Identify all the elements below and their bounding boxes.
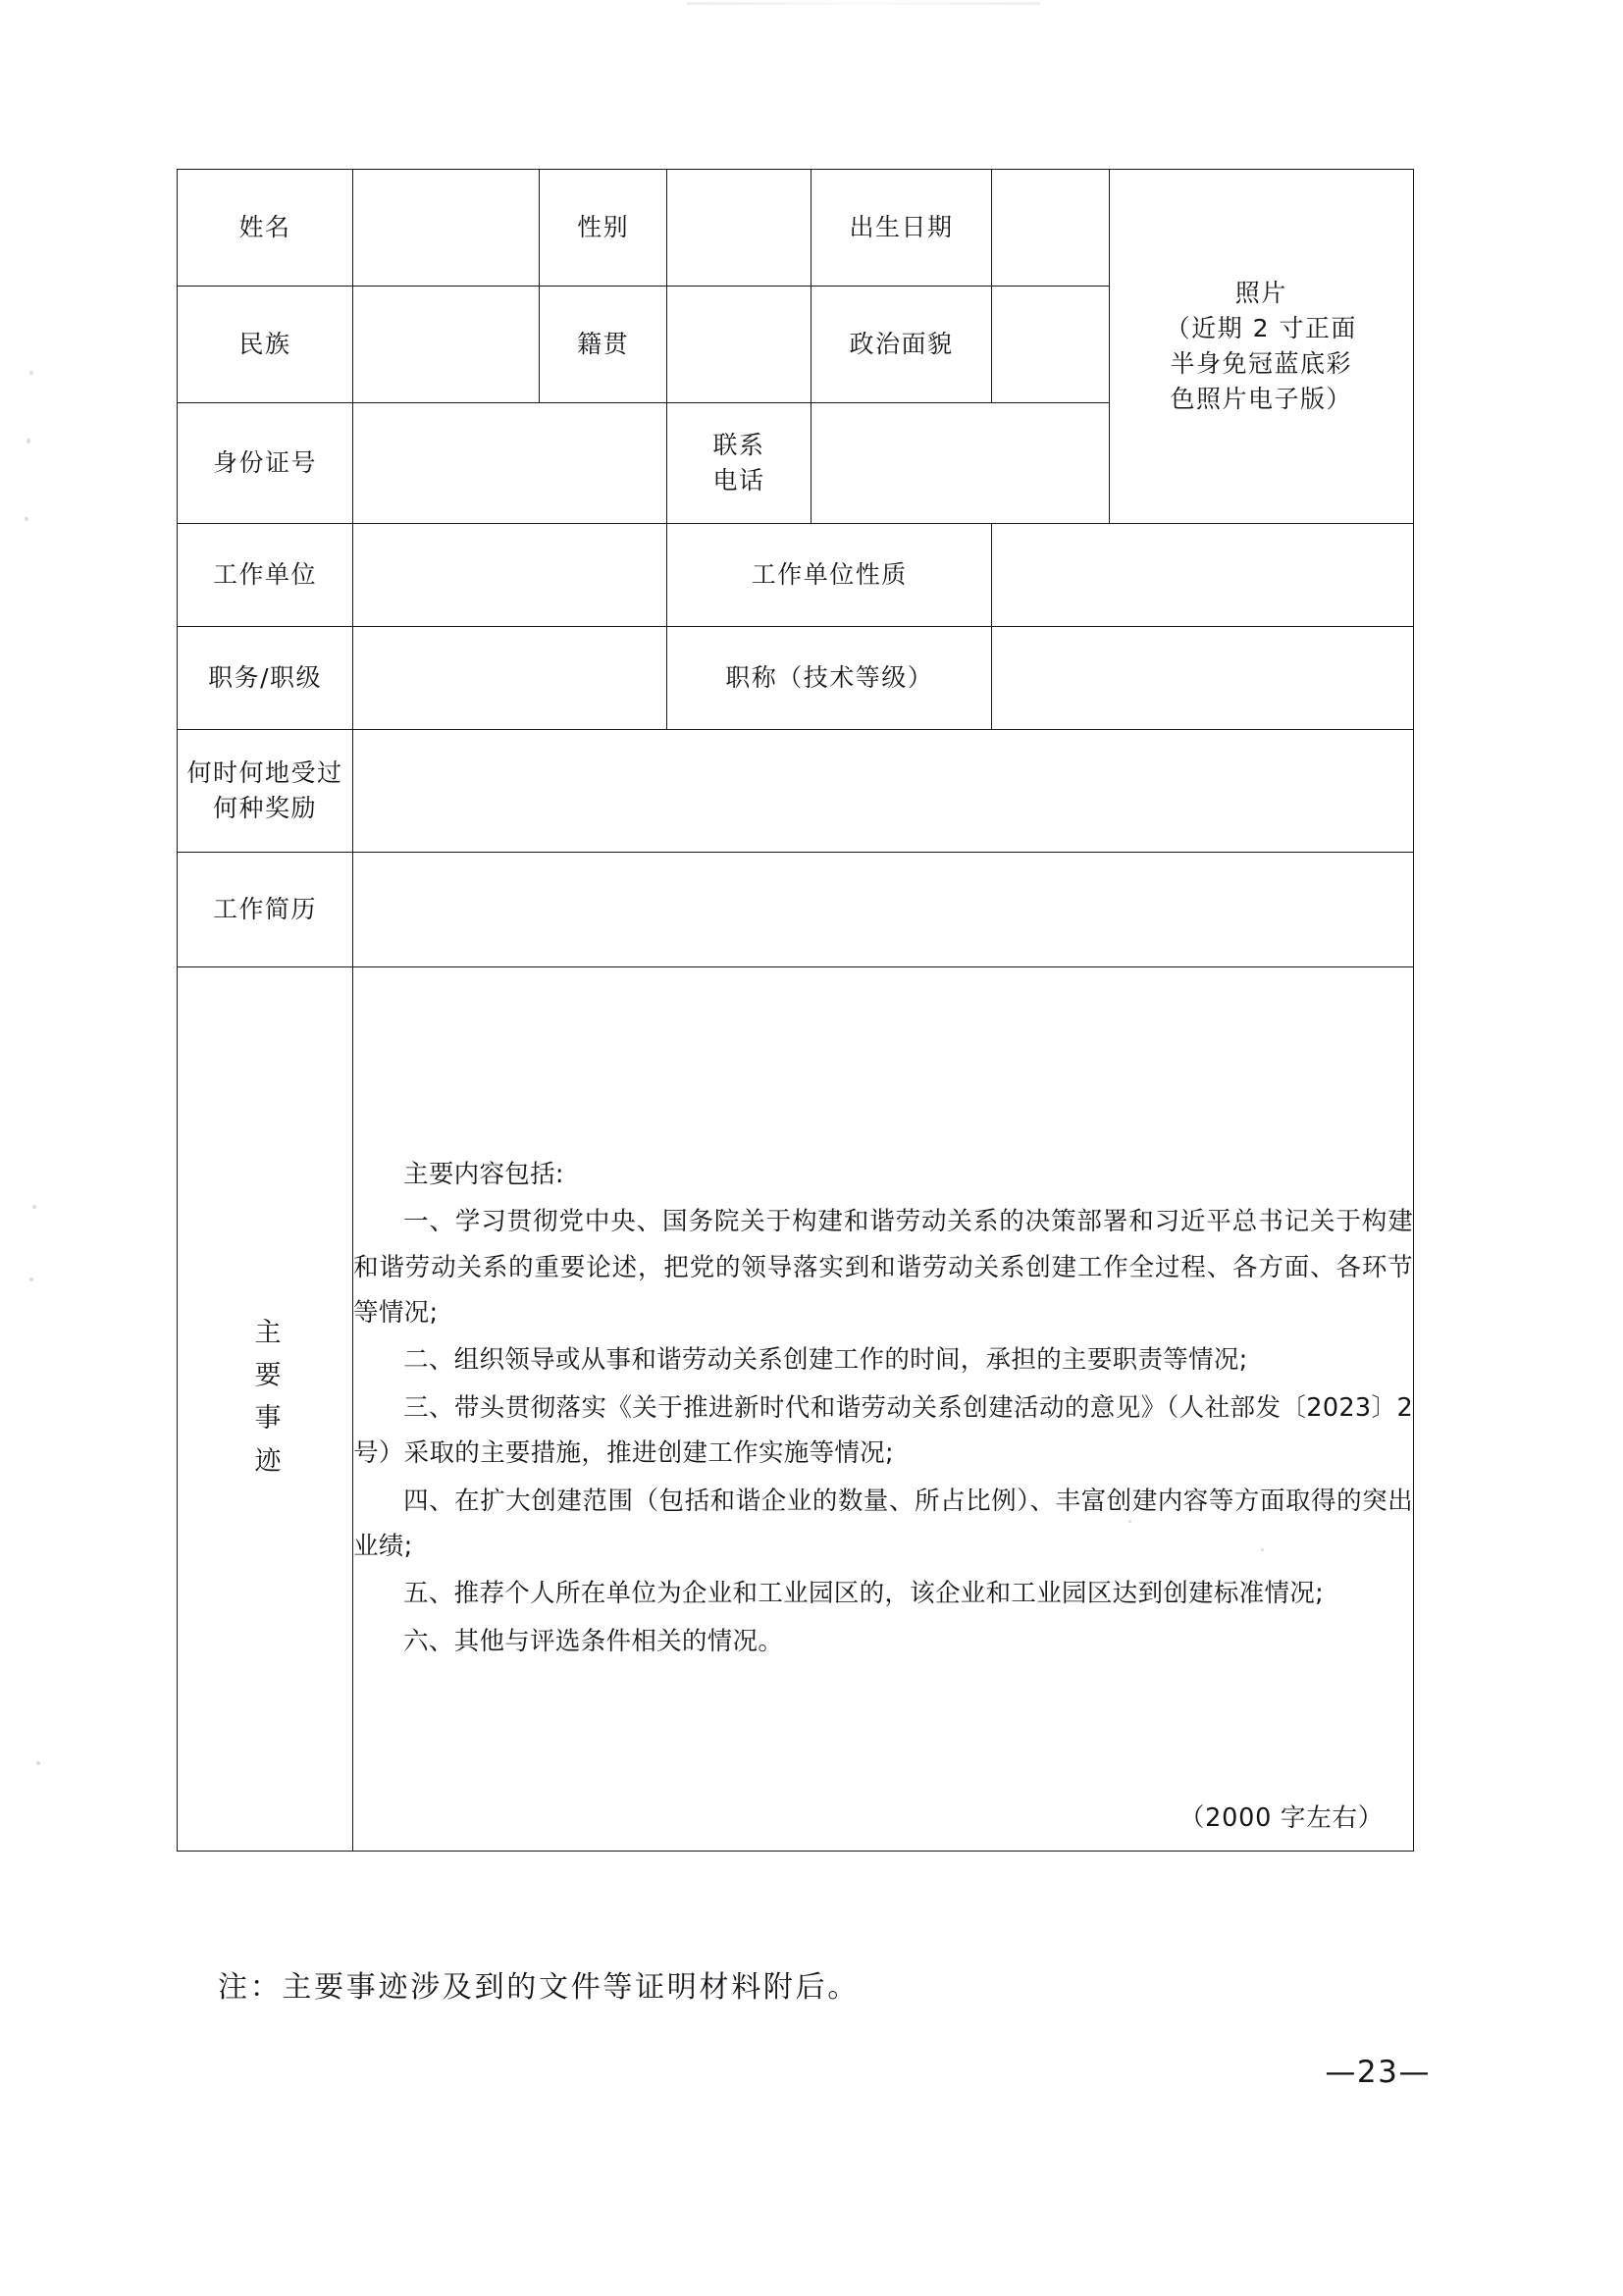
photo-spec-line-3: 色照片电子版）: [1170, 385, 1353, 414]
field-awards[interactable]: [353, 730, 1414, 853]
label-name: 姓名: [178, 170, 353, 287]
table-row-position: [178, 627, 1414, 730]
field-ethnicity[interactable]: [353, 287, 540, 403]
label-main-deeds: [178, 967, 353, 1852]
label-contact-phone-line-1: 联系: [712, 430, 765, 459]
photo-title: 照片: [1234, 278, 1287, 307]
label-work-resume: 工作简历: [178, 853, 353, 967]
table-row-name: [178, 170, 1414, 287]
table-row-workplace: [178, 524, 1414, 627]
scan-speck: [29, 1278, 33, 1281]
scan-speck: [29, 371, 33, 375]
label-contact-phone-line-2: 电话: [712, 466, 765, 495]
photo-placeholder-cell[interactable]: [1109, 170, 1413, 524]
label-workplace: 工作单位: [178, 524, 353, 627]
scan-speck: [25, 517, 28, 521]
page-number: —23—: [1325, 2055, 1431, 2090]
label-native-place: 籍贯: [539, 287, 666, 403]
scan-artifact-top: [687, 2, 1040, 5]
field-id-number[interactable]: [353, 403, 667, 524]
field-position-rank[interactable]: [353, 627, 667, 730]
field-workplace-type[interactable]: [992, 524, 1414, 627]
scan-speck: [32, 1205, 36, 1209]
field-name[interactable]: [353, 170, 540, 287]
field-contact-phone[interactable]: [811, 403, 1109, 524]
deeds-item-2: 二、组织领导或从事和谐劳动关系创建工作的时间，承担的主要职责等情况;: [403, 1345, 1248, 1376]
field-workplace[interactable]: [353, 524, 667, 627]
deeds-intro: 主要内容包括:: [403, 1159, 564, 1189]
deeds-item-4: 四、在扩大创建范围（包括和谐企业的数量、所占比例）、丰富创建内容等方面取得的突出业绩;: [353, 1486, 1413, 1562]
label-birth-date: 出生日期: [811, 170, 991, 287]
label-contact-phone: [667, 403, 812, 524]
deeds-item-6: 六、其他与评选条件相关的情况。: [403, 1626, 784, 1656]
field-birth-date[interactable]: [992, 170, 1109, 287]
label-workplace-type: 工作单位性质: [667, 524, 992, 627]
label-political-status: 政治面貌: [811, 287, 991, 403]
field-native-place[interactable]: [667, 287, 812, 403]
table-row-awards: [178, 730, 1414, 853]
field-professional-title[interactable]: [992, 627, 1414, 730]
table-row-main-deeds: [178, 967, 1414, 1852]
deeds-word-limit: （2000 字左右）: [1178, 1803, 1384, 1834]
table-row-work-resume: [178, 853, 1414, 967]
label-position-rank: 职务/职级: [178, 627, 353, 730]
label-awards: [178, 730, 353, 853]
deeds-item-5: 五、推荐个人所在单位为企业和工业园区的，该企业和工业园区达到创建标准情况;: [403, 1579, 1324, 1609]
photo-spec-line-1: （近期 2 寸正面: [1165, 313, 1357, 342]
label-awards-line-1: 何时何地受过: [186, 757, 343, 787]
scan-speck: [26, 439, 30, 444]
footer-note: 注：主要事迹涉及到的文件等证明材料附后。: [218, 1970, 860, 2005]
field-work-resume[interactable]: [353, 853, 1414, 967]
field-main-deeds[interactable]: [353, 967, 1414, 1852]
applicant-info-table: [177, 169, 1414, 1852]
label-id-number: 身份证号: [178, 403, 353, 524]
scan-speck: [36, 1761, 40, 1765]
label-awards-line-2: 何种奖励: [213, 794, 318, 822]
label-ethnicity: 民族: [178, 287, 353, 403]
label-gender: 性别: [539, 170, 666, 287]
photo-spec-line-2: 半身免冠蓝底彩: [1170, 349, 1353, 378]
deeds-item-3: 三、带头贯彻落实《关于推进新时代和谐劳动关系创建活动的意见》（人社部发〔2023〕2 号）采取的主要措施，推进创建工作实施等情况;: [353, 1392, 1413, 1469]
label-professional-title: 职称（技术等级）: [667, 627, 992, 730]
deeds-item-1: 一、学习贯彻党中央、国务院关于构建和谐劳动关系的决策部署和习近平总书记关于构建和谐劳动关系的重要论述，把党的领导落实到和谐劳动关系创建工作全过程、各方面、各环节等情况;: [353, 1207, 1413, 1328]
label-main-deeds-text: 主要事迹: [249, 1318, 281, 1490]
field-gender[interactable]: [667, 170, 812, 287]
field-political-status[interactable]: [992, 287, 1109, 403]
